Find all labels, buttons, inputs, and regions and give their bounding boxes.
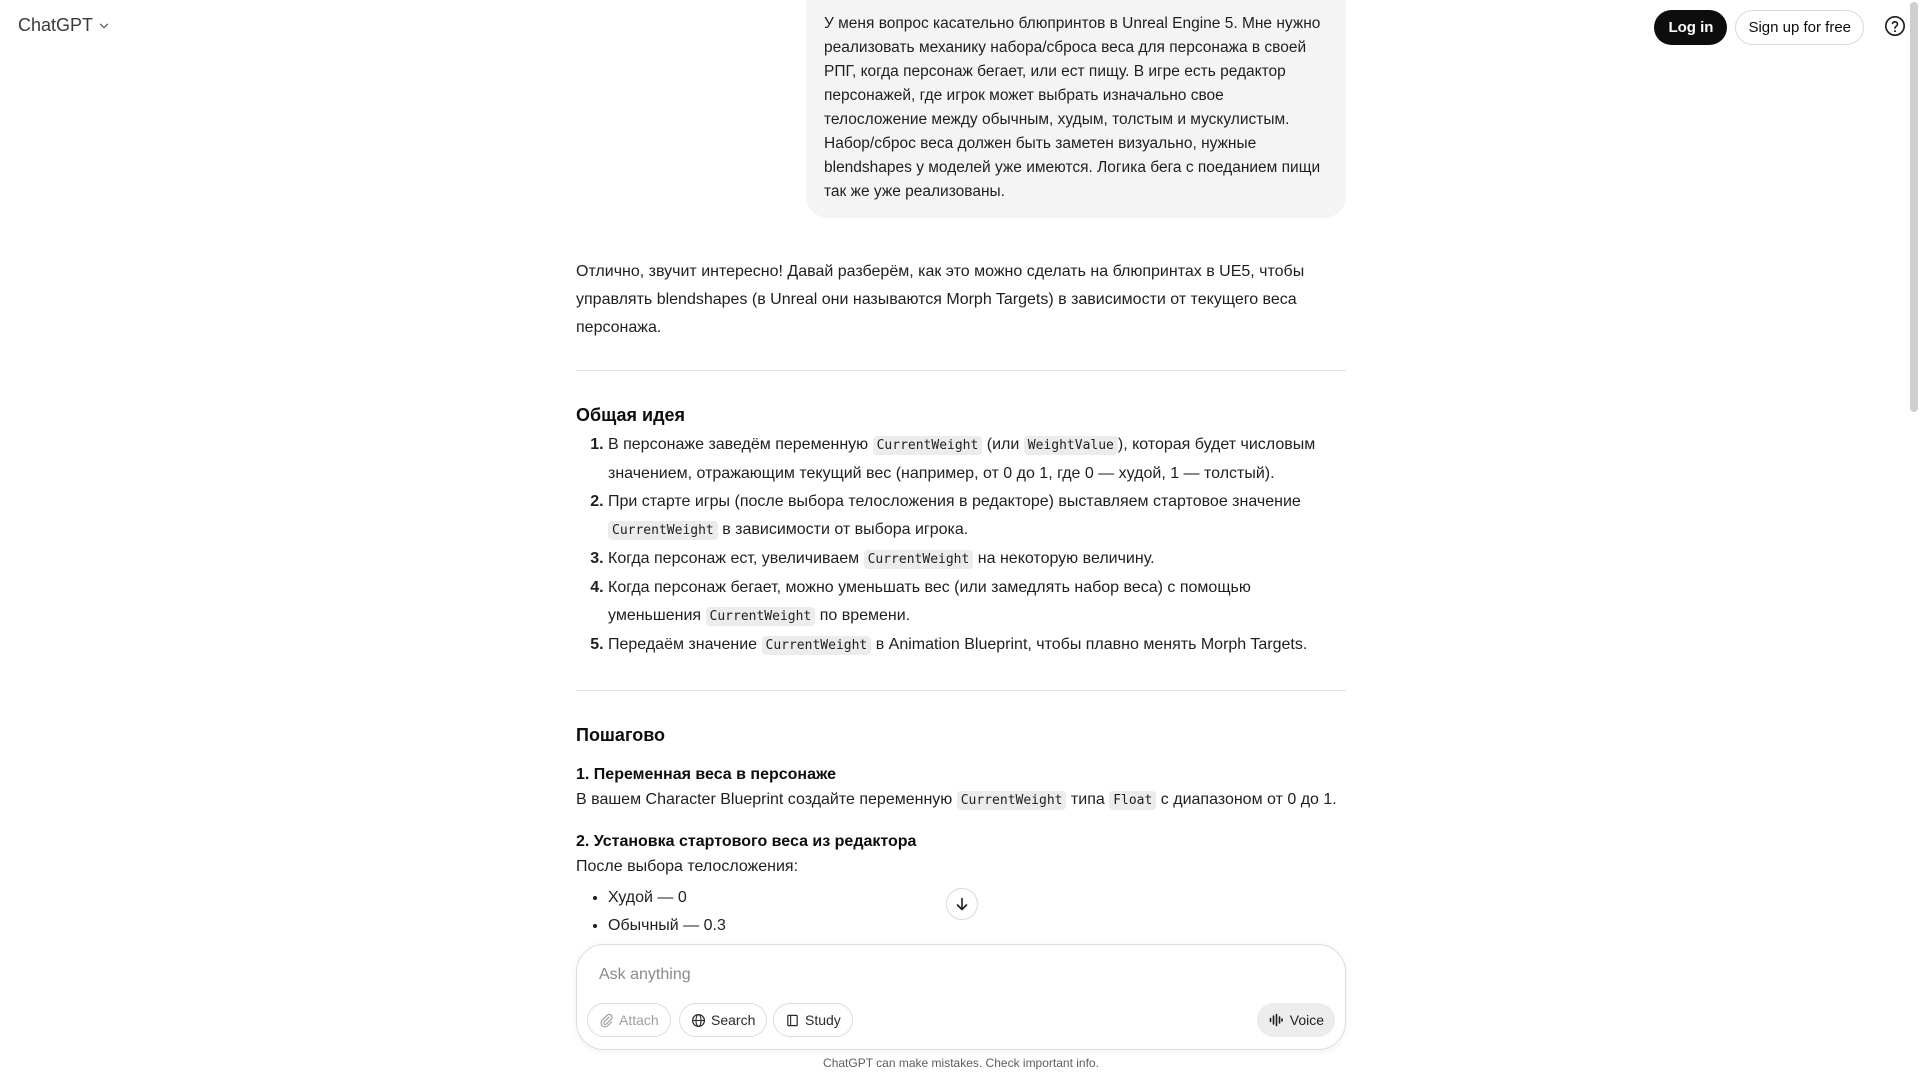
code-inline: CurrentWeight (706, 607, 816, 626)
voice-label: Voice (1289, 1012, 1324, 1028)
code-inline: CurrentWeight (762, 636, 872, 655)
scroll-down-button[interactable] (946, 888, 978, 920)
prompt-input[interactable] (597, 961, 1301, 989)
steps-list (576, 431, 1346, 660)
signup-button[interactable]: Sign up for free (1735, 10, 1864, 45)
voice-button[interactable] (1257, 1003, 1335, 1037)
paragraph: После выбора телосложения: (576, 858, 799, 875)
subsection-title: 1. Переменная веса в персонаже (576, 766, 837, 783)
list-item: 1. В персонаже заведём переменную CurrentWeight (или WeightValue ), которая будет числовым значением, отражающим текущий вес (например, от 0 до 1, где 0 — худой, 1 — толстый). (608, 431, 1346, 488)
book-icon (785, 1013, 800, 1028)
disclaimer: ChatGPT can make mistakes. Check important info. (823, 1056, 1099, 1070)
code-inline: CurrentWeight (608, 521, 718, 540)
section-title-steps: Пошагово (576, 725, 666, 745)
code-inline: CurrentWeight (864, 550, 974, 569)
paperclip-icon (599, 1013, 614, 1028)
auth-actions (1654, 10, 1864, 45)
search-label: Search (711, 1012, 756, 1028)
attach-label: Attach (619, 1012, 659, 1028)
code-inline: Float (1109, 791, 1156, 810)
assistant-message (576, 258, 1346, 940)
subsection-title: 2. Установка стартового веса из редактора (576, 833, 917, 850)
scrollbar-thumb[interactable] (1910, 2, 1918, 412)
code-inline: WeightValue (1024, 436, 1118, 455)
list-item: 5. Передаём значение CurrentWeight в Animation Blueprint, чтобы плавно менять Morph Targets. (608, 631, 1346, 660)
list-item: 2. При старте игры (после выбора телосложения в редакторе) выставляем стартовое значение CurrentWeight в зависимости от выбора игрока. (608, 488, 1346, 545)
globe-icon (691, 1013, 706, 1028)
login-button[interactable]: Log in (1654, 10, 1727, 45)
list-item: 3. Когда персонаж ест, увеличиваем CurrentWeight на некоторую величину. (608, 545, 1346, 574)
list-item: 4. Когда персонаж бегает, можно уменьшать вес (или замедлять набор веса) с помощью уменьшения CurrentWeight по времени. (608, 574, 1346, 631)
user-message: У меня вопрос касательно блюпринтов в Unreal Engine 5. Мне нужно реализовать механику набора/сброса веса для персонажа в своей РПГ, когда персонаж бегает, или ест пищу. В игре есть редактор персонажей, где игрок может выбрать изначально свое телосложение между обычным, худым, толстым и мускулистым. Набор/сброс веса должен быть заметен визуально, нужные blendshapes у моделей уже имеются. Логика бега с поеданием пищи так же уже реализованы. (806, 0, 1346, 218)
list-item: • Худой — 0 (608, 884, 1346, 912)
composer (576, 944, 1346, 1050)
chevron-down-icon (97, 19, 111, 33)
model-selector[interactable] (18, 15, 111, 36)
divider (576, 690, 1346, 691)
divider (576, 370, 1346, 371)
brand-label: ChatGPT (18, 15, 94, 35)
code-inline: CurrentWeight (873, 436, 983, 455)
section-title-idea: Общая идея (576, 405, 686, 425)
voice-wave-icon (1268, 1012, 1284, 1028)
answer-intro: Отлично, звучит интересно! Давай разберём, как это можно сделать на блюпринтах в UE5, чтобы управлять blendshapes (в Unreal они называются Morph Targets) в зависимости от текущего веса персонажа. (576, 263, 1305, 336)
code-inline: CurrentWeight (957, 791, 1067, 810)
arrow-down-icon (954, 896, 970, 912)
list-item: • Обычный — 0.3 (608, 912, 1346, 940)
attach-button[interactable] (587, 1003, 671, 1037)
help-icon[interactable] (1884, 15, 1906, 37)
study-button[interactable] (773, 1003, 853, 1037)
paragraph: В вашем Character Blueprint создайте переменную CurrentWeight типа Float с диапазоном от 0 до 1. (576, 791, 1337, 808)
study-label: Study (805, 1012, 841, 1028)
search-button[interactable] (679, 1003, 767, 1037)
